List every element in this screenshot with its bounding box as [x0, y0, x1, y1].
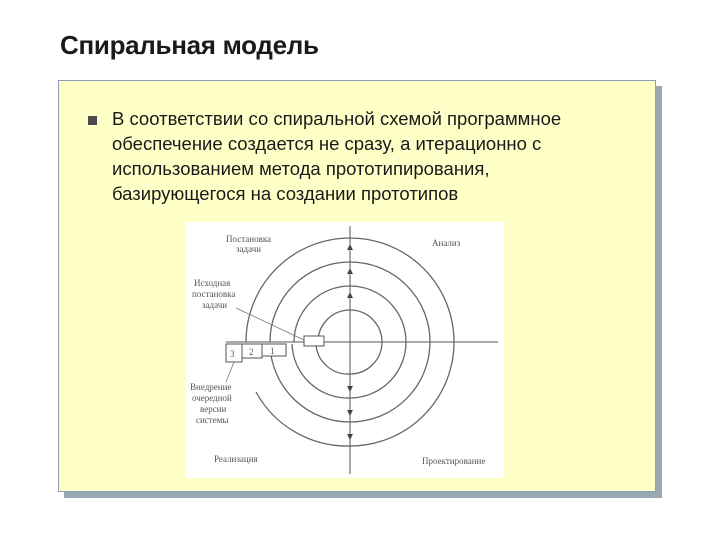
arrow-icon [347, 292, 353, 298]
quadrant-label-design: Проектирование [422, 456, 486, 466]
arrow-icon [347, 268, 353, 274]
spiral-diagram-svg [186, 222, 504, 478]
initial-task-box [304, 336, 324, 346]
arrow-icon [347, 386, 353, 392]
version-label: 3 [230, 349, 235, 359]
quadrant-label-setup: Постановка [226, 234, 272, 244]
callout-initial: постановка [192, 289, 236, 299]
arrow-icon [347, 244, 353, 250]
callout-initial: Исходная [194, 278, 231, 288]
callout-next-version: системы [196, 415, 229, 425]
callout-next-version: Внедрение [190, 382, 232, 392]
slide-title: Спиральная модель [60, 30, 319, 60]
bullet-line: использованием метода прототипирования, [112, 158, 490, 179]
bullet-line: В соответствии со спиральной схемой программное [112, 108, 562, 129]
callout-next-version: очередной [192, 393, 232, 403]
arrow-icon [347, 434, 353, 440]
arrow-icon [347, 410, 353, 416]
callout-next-version: версии [200, 404, 227, 414]
version-label: 1 [270, 346, 275, 356]
quadrant-label-implementation: Реализация [214, 454, 258, 464]
quadrant-label-setup: задачи [236, 244, 262, 254]
version-label: 2 [249, 347, 254, 357]
callout-initial: задачи [202, 300, 228, 310]
spiral-diagram [186, 222, 504, 478]
bullet-line: базирующегося на создании прототипов [112, 183, 459, 204]
bullet-square-icon [88, 116, 97, 125]
quadrant-label-analysis: Анализ [432, 238, 461, 248]
bullet-text [112, 106, 612, 206]
bullet-line: обеспечение создается не сразу, а итерационно с [112, 133, 542, 154]
callout-line [226, 362, 234, 382]
